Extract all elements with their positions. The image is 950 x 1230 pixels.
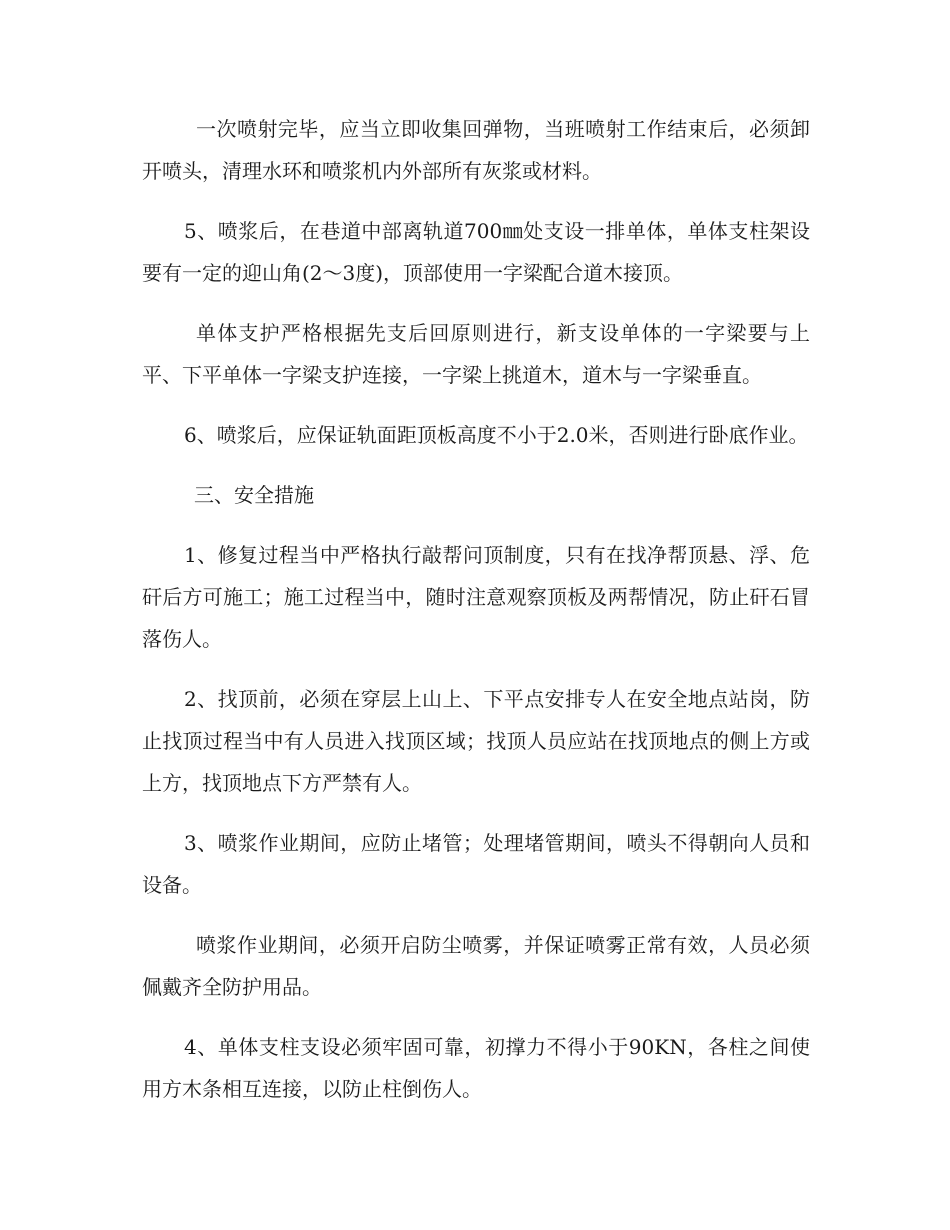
paragraph-safety-3: 3、喷浆作业期间，应防止堵管；处理堵管期间，喷头不得朝向人员和设备。 bbox=[142, 831, 810, 897]
section-heading-safety: 三、安全措施 bbox=[194, 483, 314, 507]
paragraph-spray-finish: 一次喷射完毕，应当立即收集回弹物，当班喷射工作结束后，必须卸开喷头，清理水环和喷浆机内外部所有灰浆或材料。 bbox=[142, 117, 810, 183]
paragraph-support-principle: 单体支护严格根据先支后回原则进行，新支设单体的一字梁要与上平、下平单体一字梁支护连接，一字梁上挑道木，道木与一字梁垂直。 bbox=[142, 321, 810, 387]
document-body bbox=[142, 108, 810, 1128]
paragraph-dust-spray: 喷浆作业期间，必须开启防尘喷雾，并保证喷雾正常有效，人员必须佩戴齐全防护用品。 bbox=[142, 933, 810, 999]
paragraph-safety-1: 1、修复过程当中严格执行敲帮问顶制度，只有在找净帮顶悬、浮、危矸后方可施工；施工过程当中，随时注意观察顶板及两帮情况，防止矸石冒落伤人。 bbox=[142, 543, 810, 651]
paragraph-safety-4: 4、单体支柱支设必须牢固可靠，初撑力不得小于90KN，各柱之间使用方木条相互连接，以防止柱倒伤人。 bbox=[142, 1035, 810, 1101]
paragraph-item-6: 6、喷浆后，应保证轨面距顶板高度不小于2.0米，否则进行卧底作业。 bbox=[184, 423, 809, 447]
paragraph-safety-2: 2、找顶前，必须在穿层上山上、下平点安排专人在安全地点站岗，防止找顶过程当中有人员进入找顶区域；找顶人员应站在找顶地点的侧上方或上方，找顶地点下方严禁有人。 bbox=[142, 687, 810, 795]
paragraph-item-5: 5、喷浆后，在巷道中部离轨道700㎜处支设一排单体，单体支柱架设要有一定的迎山角(2～3度)，顶部使用一字梁配合道木接顶。 bbox=[142, 219, 810, 285]
